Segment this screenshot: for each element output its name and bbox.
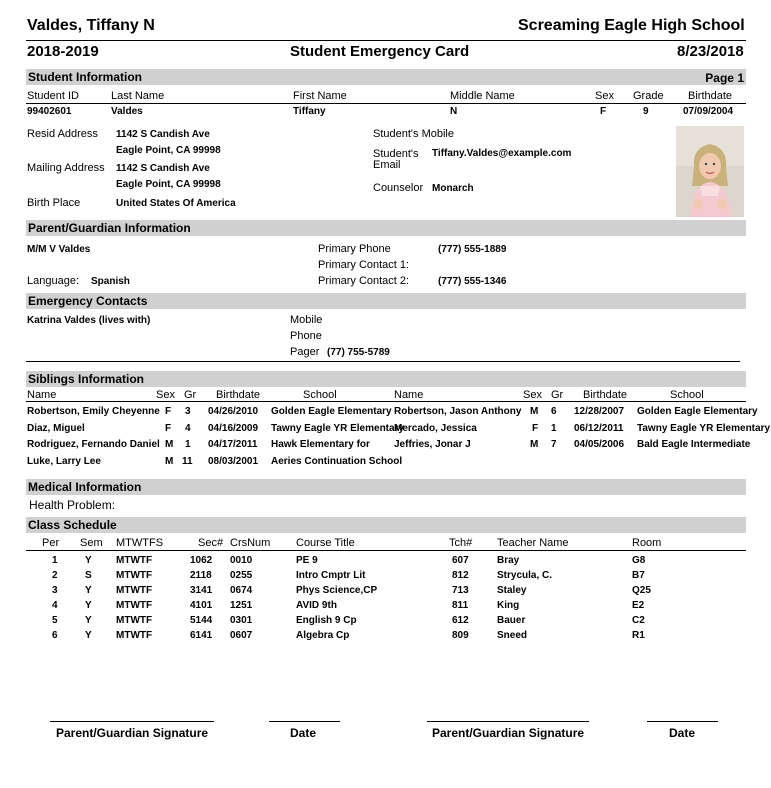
- schedule-days: MTWTF: [116, 630, 153, 641]
- primary-phone-label: Primary Phone: [318, 243, 391, 255]
- schedule-course-title: Algebra Cp: [296, 630, 350, 641]
- schedule-room: Q25: [632, 585, 651, 596]
- schedule-course-title: AVID 9th: [296, 600, 337, 611]
- student-id-value: 99402601: [27, 106, 72, 117]
- schedule-tch: 812: [452, 570, 469, 581]
- language-value: Spanish: [91, 276, 130, 287]
- birthdate-value: 07/09/2004: [683, 106, 734, 117]
- emergency-divider: [26, 361, 740, 362]
- sibling-gr-header-right: Gr: [551, 389, 564, 401]
- sibling-name-header: Name: [27, 389, 57, 401]
- parent-signature-label-1: Parent/Guardian Signature: [56, 726, 209, 740]
- sibling-birthdate: 04/26/2010: [208, 406, 259, 417]
- middle-name-label: Middle Name: [450, 90, 515, 102]
- student-info-title: Student Information: [28, 70, 142, 84]
- schedule-days: MTWTF: [116, 585, 153, 596]
- medical-title: Medical Information: [28, 480, 142, 494]
- sibling-name: Jeffries, Jonar J: [394, 439, 471, 450]
- card-title: Student Emergency Card: [290, 43, 470, 60]
- schedule-teacher: Bauer: [497, 615, 526, 626]
- emergency-contacts-title: Emergency Contacts: [28, 294, 148, 308]
- sibling-gr: 11: [182, 456, 193, 467]
- sibling-school-header-right: School: [670, 389, 704, 401]
- date-line-1: [269, 721, 340, 722]
- sibling-school: Golden Eagle Elementary: [271, 406, 392, 417]
- schedule-teacher: King: [497, 600, 520, 611]
- schedule-sem: Y: [85, 615, 92, 626]
- birth-place-label: Birth Place: [27, 197, 81, 209]
- schedule-crs-header: CrsNum: [230, 537, 271, 549]
- sibling-sex: F: [532, 423, 539, 434]
- sibling-school: Aeries Continuation School: [271, 456, 403, 467]
- schedule-tch: 811: [452, 600, 469, 611]
- schedule-per: 5: [52, 615, 58, 626]
- primary-phone-value: (777) 555-1889: [438, 244, 507, 255]
- schedule-tch: 607: [452, 555, 469, 566]
- parent-signature-label-2: Parent/Guardian Signature: [432, 726, 585, 740]
- schedule-per: 3: [52, 585, 58, 596]
- schedule-sem: Y: [85, 555, 92, 566]
- schedule-crs: 0301: [230, 615, 253, 626]
- sibling-gr-header: Gr: [184, 389, 197, 401]
- schedule-days-header: MTWTFS: [116, 537, 164, 549]
- sibling-gr: 1: [551, 423, 557, 434]
- sibling-sex-header-right: Sex: [523, 389, 542, 401]
- sibling-birthdate: 08/03/2001: [208, 456, 259, 467]
- sibling-birthdate-header: Birthdate: [216, 389, 261, 401]
- schedule-crs: 0674: [230, 585, 253, 596]
- student-email-value: Tiffany.Valdes@example.com: [432, 148, 572, 159]
- sibling-birthdate: 04/17/2011: [208, 439, 258, 450]
- schedule-sec: 5144: [190, 615, 213, 626]
- parent-name: M/M V Valdes: [27, 244, 91, 255]
- resid-address-label: Resid Address: [27, 128, 98, 140]
- sibling-gr: 4: [185, 423, 191, 434]
- sibling-name: Diaz, Miguel: [27, 423, 85, 434]
- parent-info-title: Parent/Guardian Information: [28, 221, 191, 235]
- sibling-name: Robertson, Emily Cheyenne: [27, 406, 160, 417]
- sibling-name: Mercado, Jessica: [394, 423, 477, 434]
- class-schedule-bar: [26, 517, 746, 533]
- sibling-school: Tawny Eagle YR Elementary: [637, 423, 771, 434]
- birth-place-value: United States Of America: [116, 198, 236, 209]
- counselor-value: Monarch: [432, 183, 474, 194]
- sibling-school: Hawk Elementary for: [271, 439, 370, 450]
- schedule-tch: 612: [452, 615, 469, 626]
- schedule-title-header: Course Title: [296, 537, 355, 549]
- schedule-sec: 4101: [190, 600, 213, 611]
- schedule-sec: 2118: [190, 570, 212, 581]
- schedule-sem-header: Sem: [80, 537, 103, 549]
- schedule-per: 2: [52, 570, 58, 581]
- mailing-address-label: Mailing Address: [27, 162, 105, 174]
- schedule-days: MTWTF: [116, 570, 153, 581]
- sibling-gr: 1: [185, 439, 191, 450]
- schedule-tch: 713: [452, 585, 469, 596]
- sibling-gr: 6: [551, 406, 557, 417]
- date-line-2: [647, 721, 718, 722]
- sibling-birthdate-header-right: Birthdate: [583, 389, 628, 401]
- schedule-room: R1: [632, 630, 645, 641]
- schedule-sec: 6141: [190, 630, 213, 641]
- date-label-1: Date: [290, 726, 317, 740]
- sibling-birthdate: 06/12/2011: [574, 423, 624, 434]
- emergency-mobile-label: Mobile: [290, 314, 323, 326]
- schedule-sec: 3141: [190, 585, 213, 596]
- mailing-address-line2: Eagle Point, CA 99998: [116, 179, 221, 190]
- student-header-divider: [26, 103, 746, 104]
- schedule-per: 4: [52, 600, 58, 611]
- schedule-course-title: Phys Science,CP: [296, 585, 378, 596]
- school-year: 2018-2019: [27, 43, 99, 60]
- student-name-title: Valdes, Tiffany N: [27, 17, 155, 34]
- sibling-name: Rodriguez, Fernando Daniel: [27, 439, 160, 450]
- last-name-label: Last Name: [111, 90, 165, 102]
- mailing-address-line1: 1142 S Candish Ave: [116, 163, 210, 174]
- first-name-label: First Name: [293, 90, 347, 102]
- emergency-pager-value: (77) 755-5789: [327, 347, 390, 358]
- schedule-sec-header: Sec#: [198, 537, 224, 549]
- card-date: 8/23/2018: [677, 43, 744, 60]
- first-name-value: Tiffany: [293, 106, 326, 117]
- student-id-label: Student ID: [27, 90, 79, 102]
- schedule-sem: Y: [85, 630, 92, 641]
- schedule-room: B7: [632, 570, 645, 581]
- counselor-label: Counselor: [373, 182, 424, 194]
- sibling-school: Golden Eagle Elementary: [637, 406, 758, 417]
- students-email-label-1: Student's: [373, 148, 419, 160]
- schedule-sem: Y: [85, 585, 92, 596]
- primary-contact2-label: Primary Contact 2:: [318, 275, 410, 287]
- schedule-crs: 0607: [230, 630, 253, 641]
- student-photo: [676, 126, 744, 217]
- page-number: Page 1: [705, 71, 744, 85]
- schedule-crs: 0010: [230, 555, 253, 566]
- schedule-sem: Y: [85, 600, 92, 611]
- schedule-crs: 1251: [230, 600, 253, 611]
- student-info-bar: [26, 69, 746, 85]
- middle-name-value: N: [450, 106, 458, 117]
- parent-info-bar: [26, 220, 746, 236]
- schedule-tch-header: Tch#: [449, 537, 473, 549]
- sibling-birthdate: 04/05/2006: [574, 439, 625, 450]
- language-label: Language:: [27, 275, 79, 287]
- students-mobile-label: Student's Mobile: [373, 128, 454, 140]
- resid-address-line1: 1142 S Candish Ave: [116, 129, 210, 140]
- sibling-sex: M: [165, 439, 174, 450]
- sibling-sex: M: [530, 439, 539, 450]
- sibling-sex: F: [165, 406, 172, 417]
- students-email-label-2: Email: [373, 159, 401, 171]
- sibling-sex: M: [165, 456, 174, 467]
- schedule-per-header: Per: [42, 537, 60, 549]
- health-problem-label: Health Problem:: [29, 498, 116, 512]
- schedule-room: E2: [632, 600, 645, 611]
- schedule-teacher: Strycula, C.: [497, 570, 553, 581]
- sibling-sex: M: [530, 406, 539, 417]
- signature-line-2: [427, 721, 589, 722]
- sibling-sex-header: Sex: [156, 389, 175, 401]
- schedule-per: 1: [52, 555, 58, 566]
- sibling-name: Luke, Larry Lee: [27, 456, 101, 467]
- resid-address-line2: Eagle Point, CA 99998: [116, 145, 221, 156]
- sibling-name: Robertson, Jason Anthony: [394, 406, 522, 417]
- schedule-teacher: Staley: [497, 585, 527, 596]
- siblings-title: Siblings Information: [28, 372, 144, 386]
- emergency-pager-label: Pager: [290, 346, 320, 358]
- sibling-birthdate: 12/28/2007: [574, 406, 625, 417]
- siblings-header-divider: [26, 401, 746, 402]
- emergency-contact-name: Katrina Valdes (lives with): [27, 315, 151, 326]
- sibling-gr: 3: [185, 406, 191, 417]
- sibling-gr: 7: [551, 439, 557, 450]
- schedule-days: MTWTF: [116, 615, 153, 626]
- schedule-teacher: Bray: [497, 555, 520, 566]
- sibling-birthdate: 04/16/2009: [208, 423, 259, 434]
- last-name-value: Valdes: [111, 106, 143, 117]
- sibling-sex: F: [165, 423, 172, 434]
- birthdate-label: Birthdate: [688, 90, 733, 102]
- schedule-tch: 809: [452, 630, 469, 641]
- date-label-2: Date: [669, 726, 696, 740]
- sibling-school-header: School: [303, 389, 337, 401]
- schedule-header-divider: [26, 550, 746, 551]
- schedule-course-title: PE 9: [296, 555, 318, 566]
- medical-bar: [26, 479, 746, 495]
- grade-label: Grade: [633, 90, 664, 102]
- signature-line-1: [50, 721, 214, 722]
- schedule-course-title: Intro Cmptr Lit: [296, 570, 366, 581]
- primary-contact2-value: (777) 555-1346: [438, 276, 507, 287]
- sibling-name-header-right: Name: [394, 389, 424, 401]
- sibling-school: Bald Eagle Intermediate: [637, 439, 751, 450]
- sex-label: Sex: [595, 90, 614, 102]
- schedule-sec: 1062: [190, 555, 213, 566]
- emergency-phone-label: Phone: [290, 330, 322, 342]
- schedule-crs: 0255: [230, 570, 253, 581]
- class-schedule-title: Class Schedule: [28, 518, 117, 532]
- schedule-room-header: Room: [632, 537, 662, 549]
- sex-value: F: [600, 106, 607, 117]
- sibling-school: Tawny Eagle YR Elementary: [271, 423, 405, 434]
- emergency-contacts-bar: [26, 293, 746, 309]
- schedule-teacher-header: Teacher Name: [497, 537, 569, 549]
- header-divider: [26, 40, 746, 41]
- schedule-room: C2: [632, 615, 645, 626]
- schedule-days: MTWTF: [116, 600, 153, 611]
- schedule-course-title: English 9 Cp: [296, 615, 357, 626]
- siblings-bar: [26, 371, 746, 387]
- primary-contact1-label: Primary Contact 1:: [318, 259, 410, 271]
- grade-value: 9: [643, 106, 649, 117]
- schedule-teacher: Sneed: [497, 630, 528, 641]
- schedule-days: MTWTF: [116, 555, 153, 566]
- schedule-sem: S: [85, 570, 92, 581]
- school-name: Screaming Eagle High School: [518, 17, 745, 34]
- schedule-room: G8: [632, 555, 646, 566]
- schedule-per: 6: [52, 630, 58, 641]
